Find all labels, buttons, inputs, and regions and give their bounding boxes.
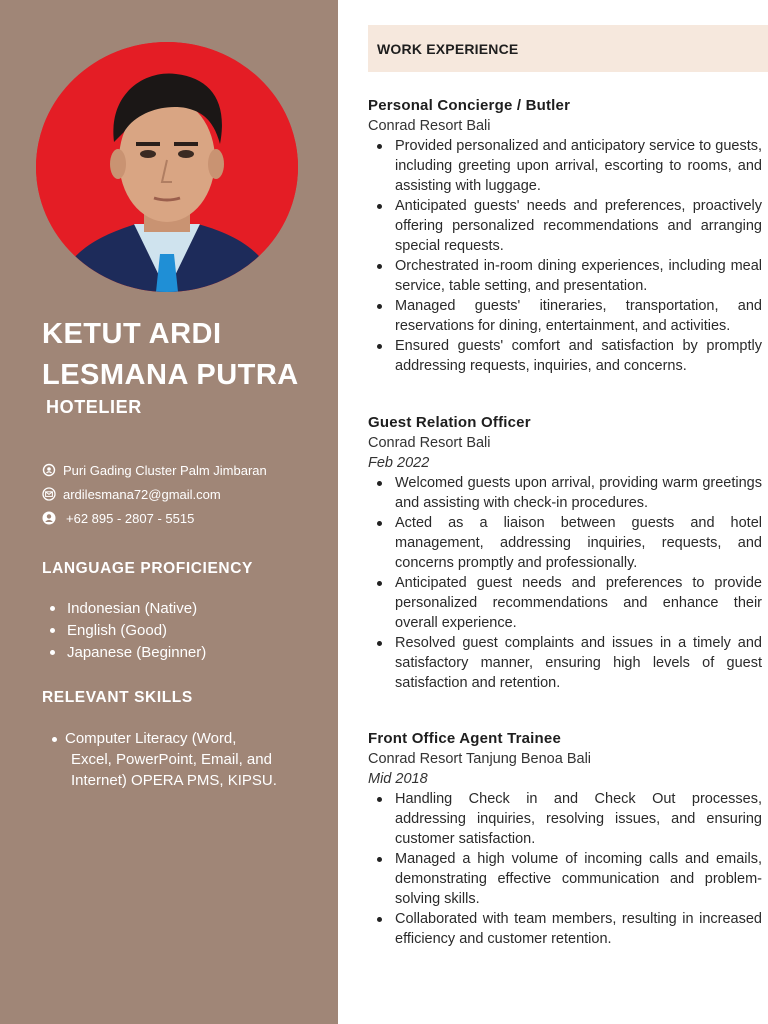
- bullet-icon: [50, 606, 55, 611]
- list-item: Orchestrated in-room dining experiences, including meal service, table setting, and presentation.: [368, 256, 762, 296]
- job-title: Guest Relation Officer: [368, 414, 531, 431]
- skill-text: Internet) OPERA PMS, KIPSU.: [71, 772, 277, 789]
- person-name: KETUT ARDI LESMANA PUTRA: [42, 318, 299, 391]
- portrait-illustration: [36, 42, 298, 292]
- job-title: Personal Concierge / Butler: [368, 97, 571, 114]
- list-item: [50, 641, 335, 663]
- list-item: Welcomed guests upon arrival, providing warm greetings and assisting with check-in procedures.: [368, 473, 762, 513]
- language-item: Indonesian (Native): [67, 599, 198, 617]
- skills-heading: RELEVANT SKILLS: [42, 689, 193, 706]
- contact-address: [42, 458, 332, 482]
- bullet-icon: [50, 628, 55, 633]
- contact-phone: [42, 506, 332, 530]
- list-item: Anticipated guests' needs and preferences, proactively offering personalized recommendations and arranging special requests.: [368, 196, 762, 256]
- person-icon: [42, 511, 56, 525]
- language-heading: LANGUAGE PROFICIENCY: [42, 560, 253, 577]
- duty-list: [368, 789, 762, 949]
- list-item: [50, 619, 335, 641]
- job-date: Mid 2018: [368, 771, 428, 787]
- duty-list: [368, 136, 762, 376]
- phone-text[interactable]: +62 895 - 2807 - 5515: [66, 510, 195, 526]
- profile-photo: [36, 42, 298, 292]
- list-item: Anticipated guest needs and preferences to provide personalized recommendations and enhance their overall experience.: [368, 573, 762, 633]
- bullet-icon: [50, 650, 55, 655]
- section-title: WORK EXPERIENCE: [377, 40, 519, 57]
- job-company: Conrad Resort Bali: [368, 435, 491, 451]
- list-item: [52, 728, 322, 749]
- job-role: HOTELIER: [46, 397, 142, 417]
- list-item: Managed a high volume of incoming calls and emails, demonstrating effective communication and problem-solving skills.: [368, 849, 762, 909]
- sidebar: [0, 0, 338, 1024]
- skills-list: [52, 728, 322, 791]
- bullet-icon: [52, 737, 57, 742]
- language-item: Japanese (Beginner): [67, 643, 207, 661]
- list-item: Acted as a liaison between guests and hotel management, addressing inquiries, requests, and concerns promptly and professionally.: [368, 513, 762, 573]
- envelope-icon: [42, 487, 56, 501]
- list-item: Ensured guests' comfort and satisfaction by promptly addressing requests, inquiries, and concerns.: [368, 336, 762, 376]
- job-entry-guest-relation: [368, 413, 762, 693]
- list-item: Managed guests' itineraries, transportation, and reservations for dining, entertainment, and activities.: [368, 296, 762, 336]
- address-text: Puri Gading Cluster Palm Jimbaran: [63, 462, 267, 478]
- job-company: Conrad Resort Bali: [368, 118, 491, 134]
- list-item: Provided personalized and anticipatory service to guests, including greeting upon arrival, escorting to rooms, and assisting with luggage.: [368, 136, 762, 196]
- duty-list: [368, 473, 762, 693]
- contact-email: [42, 482, 332, 506]
- list-item: Collaborated with team members, resulting in increased efficiency and customer retention.: [368, 909, 762, 949]
- language-list: [50, 597, 335, 663]
- job-entry-concierge: [368, 96, 762, 376]
- language-item: English (Good): [67, 621, 168, 639]
- job-date: Feb 2022: [368, 455, 430, 471]
- location-pin-icon: [42, 463, 56, 477]
- email-link[interactable]: ardilesmana72@gmail.com: [63, 486, 221, 502]
- skill-text: Excel, PowerPoint, Email, and: [71, 751, 272, 768]
- job-title: Front Office Agent Trainee: [368, 730, 562, 747]
- list-item: [50, 597, 335, 619]
- list-item: Resolved guest complaints and issues in a timely and satisfactory manner, ensuring high levels of guest satisfaction and retention.: [368, 633, 762, 693]
- job-entry-front-office: [368, 729, 762, 949]
- list-item: Handling Check in and Check Out processes, addressing inquiries, resolving issues, and ensuring customer satisfaction.: [368, 789, 762, 849]
- skill-text: Computer Literacy (Word,: [65, 730, 237, 747]
- work-experience-header: [368, 25, 768, 72]
- job-company: Conrad Resort Tanjung Benoa Bali: [368, 751, 592, 767]
- contact-info: [42, 458, 332, 530]
